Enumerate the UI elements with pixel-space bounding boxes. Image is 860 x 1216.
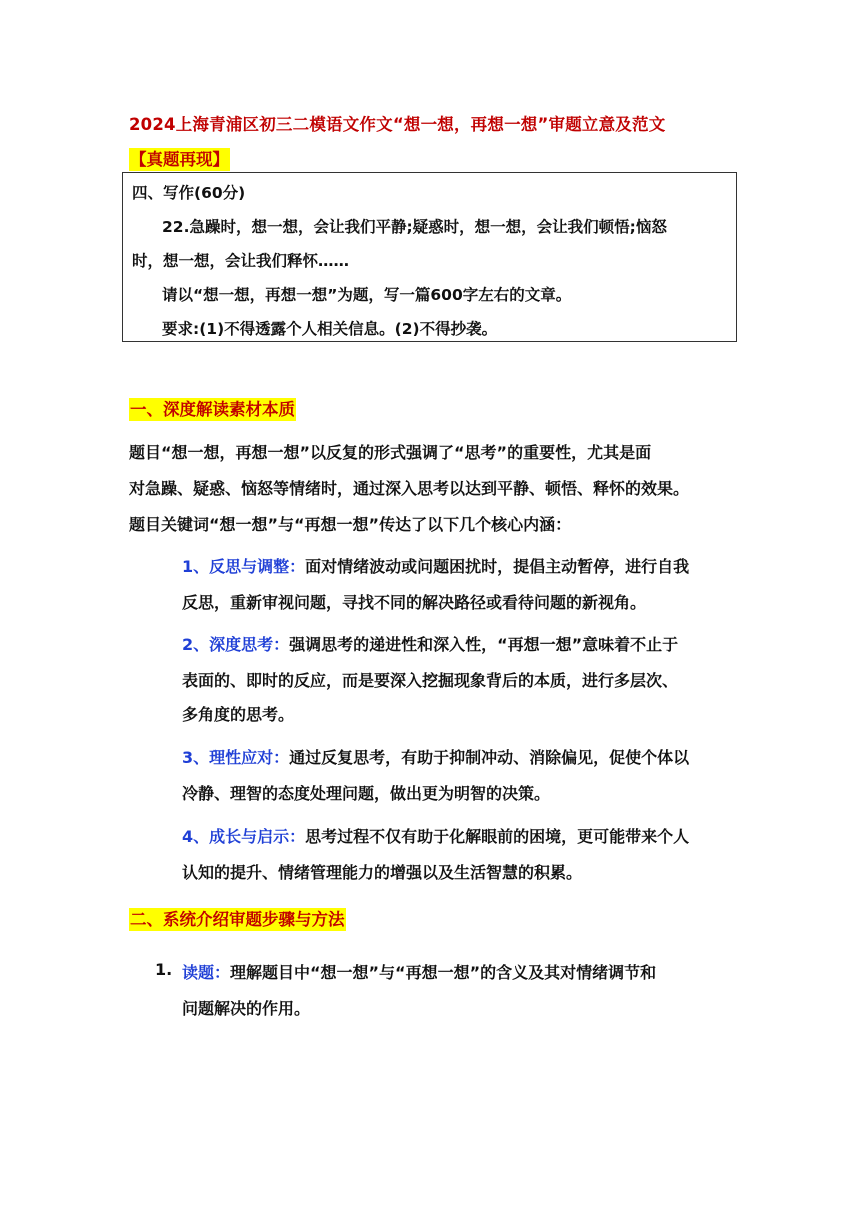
point-3-label: 3、理性应对： xyxy=(182,748,290,767)
question-instruction: 请以“想一想，再想一想”为题，写一篇600字左右的文章。 xyxy=(162,286,572,304)
point-1-line-1 xyxy=(182,554,689,577)
point-1-line-2: 反思，重新审视问题，寻找不同的解决路径或看待问题的新视角。 xyxy=(182,593,647,612)
intro-line-2: 对急躁、疑惑、恼怒等情绪时，通过深入思考以达到平静、顿悟、释怀的效果。 xyxy=(129,479,690,498)
point-3-line-1 xyxy=(182,745,689,768)
question-line-1: 22.急躁时，想一想，会让我们平静;疑惑时，想一想，会让我们顿悟;恼怒 xyxy=(162,218,667,236)
step-1-line-1 xyxy=(182,960,656,983)
point-4-line-1 xyxy=(182,824,689,847)
section2-heading-wrap xyxy=(129,906,346,930)
step-1-number: 1. xyxy=(155,960,173,979)
point-4-label: 4、成长与启示： xyxy=(182,827,306,846)
point-1-label: 1、反思与调整： xyxy=(182,557,306,576)
intro-line-3: 题目关键词“想一想”与“再想一想”传达了以下几个核心内涵： xyxy=(129,515,572,534)
point-2-line-2: 表面的、即时的反应，而是要深入挖掘现象背后的本质，进行多层次、 xyxy=(182,671,679,690)
step-1-text: 理解题目中“想一想”与“再想一想”的含义及其对情绪调节和 xyxy=(230,963,657,982)
section1-heading: 一、深度解读素材本质 xyxy=(130,400,295,419)
question-line-2: 时，想一想，会让我们释怀…… xyxy=(132,252,350,270)
point-2-text: 强调思考的递进性和深入性，“再想一想”意味着不止于 xyxy=(289,635,679,654)
point-2-line-1 xyxy=(182,632,678,655)
exam-question-box xyxy=(122,172,737,342)
question-requirement: 要求:(1)不得透露个人相关信息。(2)不得抄袭。 xyxy=(162,320,498,338)
section-real-heading xyxy=(129,146,230,170)
section2-heading: 二、系统介绍审题步骤与方法 xyxy=(130,910,345,929)
section-real-label: 【真题再现】 xyxy=(130,150,229,169)
point-4-line-2: 认知的提升、情绪管理能力的增强以及生活智慧的积累。 xyxy=(182,863,583,882)
point-3-line-2: 冷静、理智的态度处理问题，做出更为明智的决策。 xyxy=(182,784,551,803)
section1-heading-wrap xyxy=(129,396,296,420)
point-2-label: 2、深度思考： xyxy=(182,635,290,654)
point-3-text: 通过反复思考，有助于抑制冲动、消除偏见，促使个体以 xyxy=(289,748,690,767)
intro-line-1: 题目“想一想，再想一想”以反复的形式强调了“思考”的重要性，尤其是面 xyxy=(129,443,652,462)
point-1-text: 面对情绪波动或问题困扰时，提倡主动暂停，进行自我 xyxy=(305,557,690,576)
step-1-line-2: 问题解决的作用。 xyxy=(182,999,311,1018)
step-1-label: 读题： xyxy=(182,963,231,982)
point-4-text: 思考过程不仅有助于化解眼前的困境，更可能带来个人 xyxy=(305,827,690,846)
point-2-line-3: 多角度的思考。 xyxy=(182,705,295,724)
exam-heading: 四、写作(60分) xyxy=(132,184,246,202)
document-title: 2024上海青浦区初三二模语文作文“想一想，再想一想”审题立意及范文 xyxy=(129,115,666,134)
